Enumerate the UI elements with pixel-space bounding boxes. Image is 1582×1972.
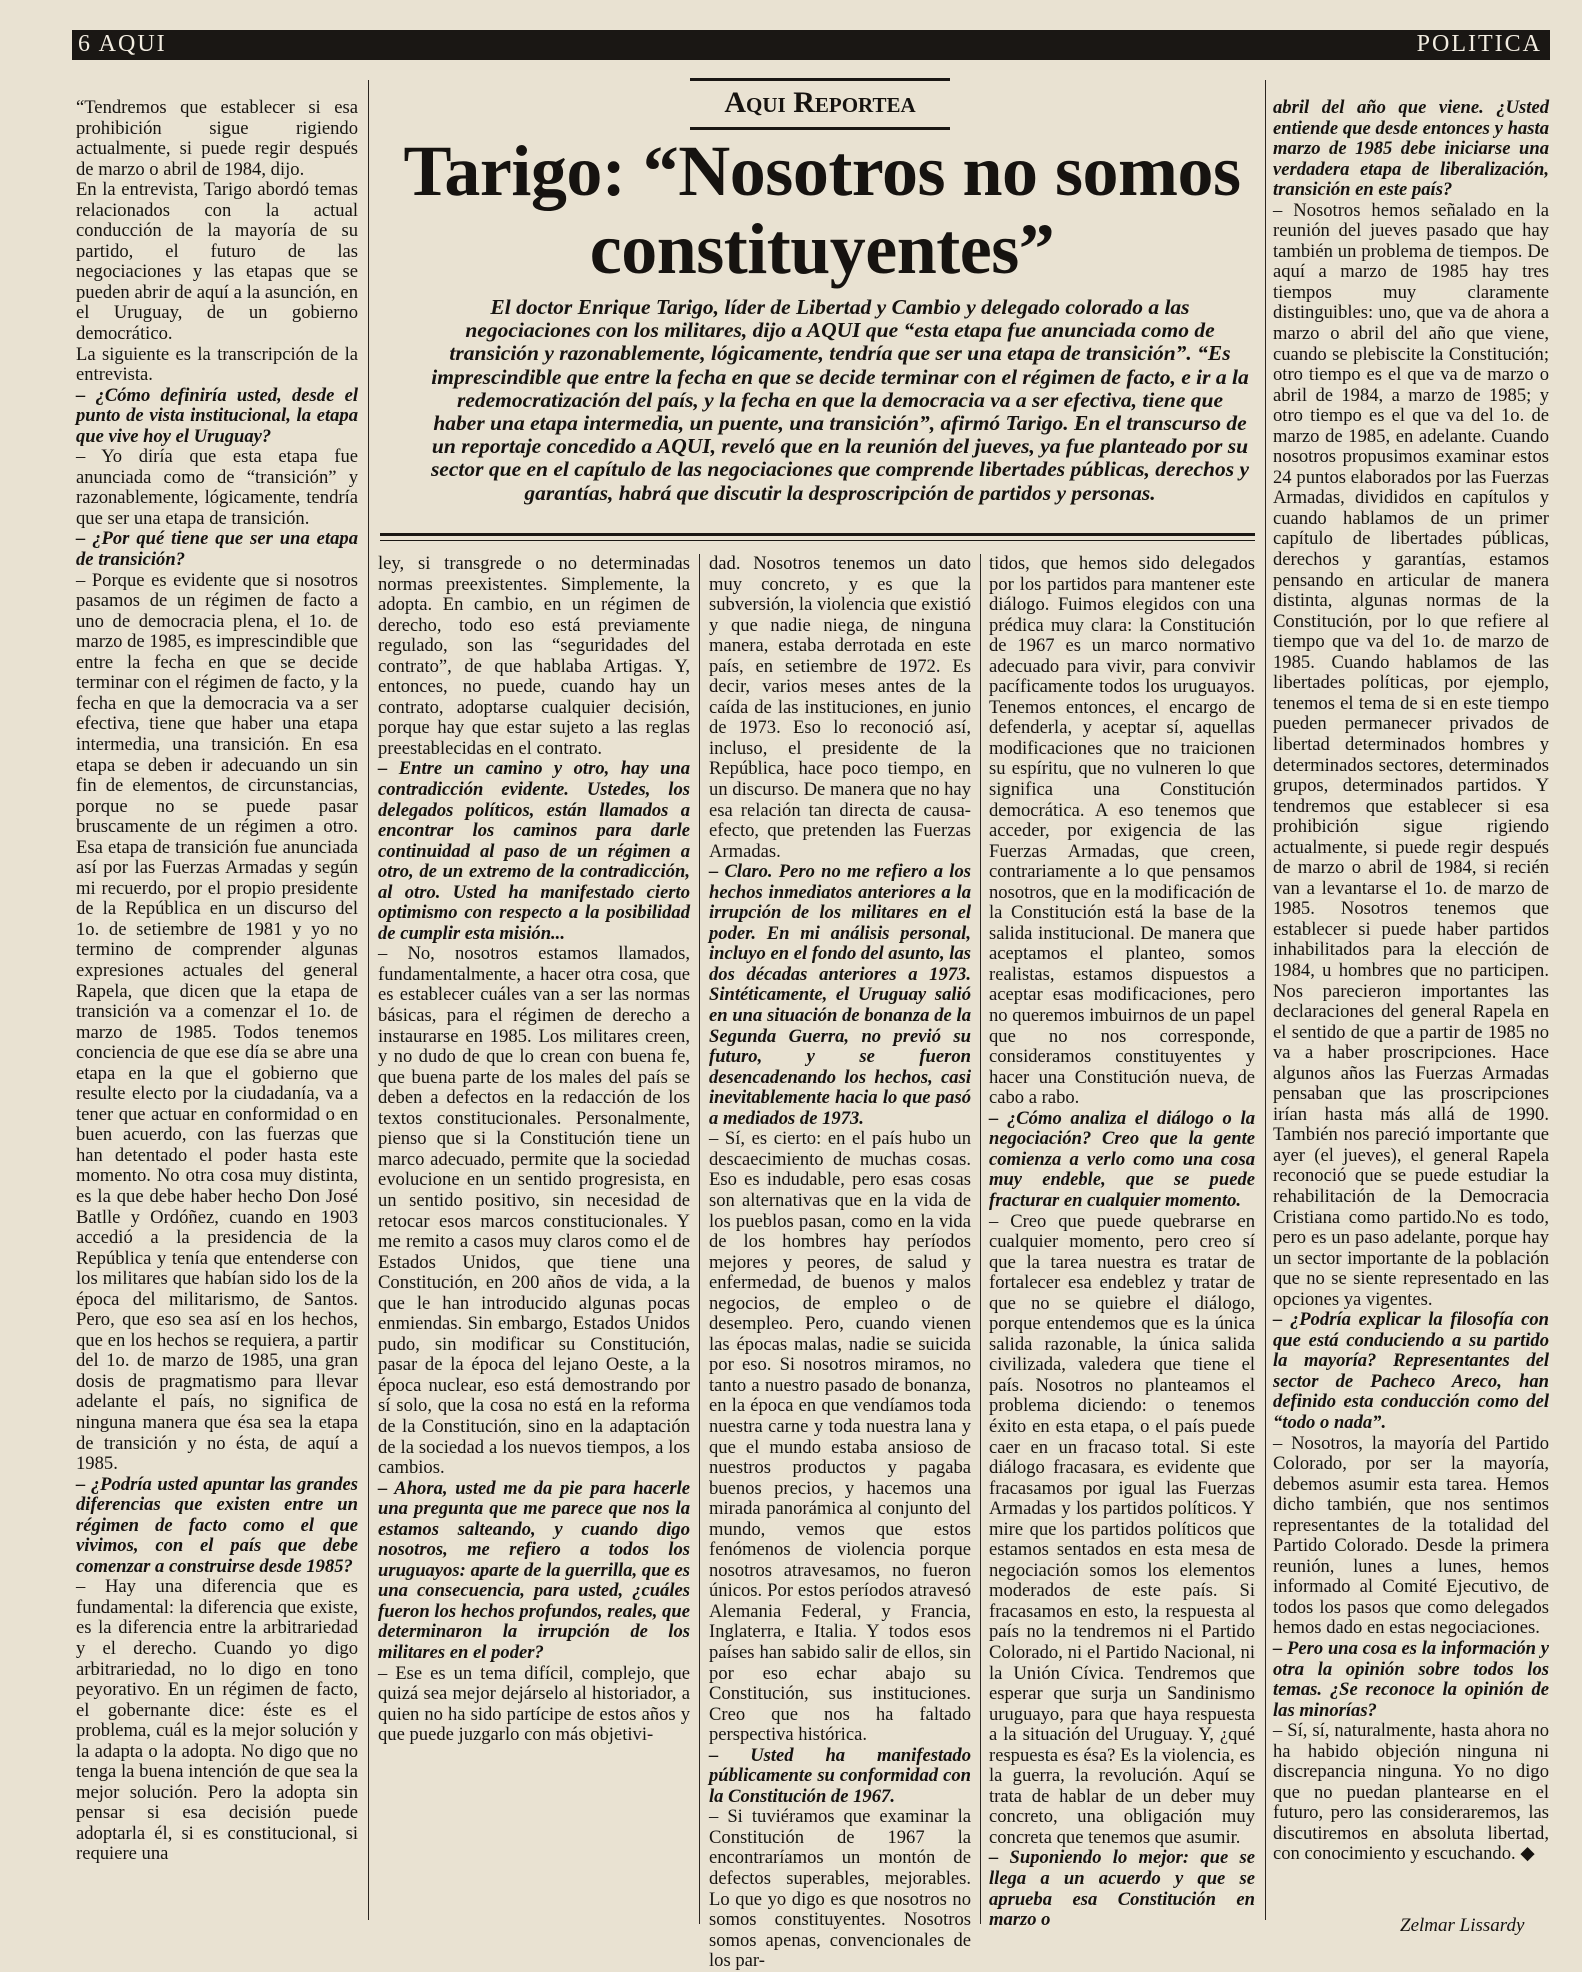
question-paragraph: – Ahora, usted me da pie para hacerle una pregunta que me parece que nos la estamos salteando, y cuando digo nosotros, me refiero a todos los uruguayos: aparte de la guerrilla, que es una consecuencia, para usted, ¿cuáles fueron los hechos profundos, reales, que determinaron la irrupción de los militares en el poder?	[378, 1477, 690, 1663]
answer-paragraph: – Sí, es cierto: en el país hubo un descaecimiento de muchas cosas. Eso es indudable, pero esas cosas son alternativas que en la vida de los pueblos pasan, como en la vida de los hombres hay períodos mejores y peores, de salud y enfermedad, de buenos y malos negocios, de empleo o de desempleo. Pero, cuando vienen las épocas malas, nadie se suicida por eso. Si nosotros miramos, no tanto a nuestro pasado de bonanza, en la época en que vendíamos toda nuestra carne y toda nuestra lana y que el mundo estaba ansioso de nuestros productos y pagaba buenos precios, y hacemos una mirada panorámica al conjunto del mundo, vemos que estos fenómenos de violencia porque nosotros atravesamos, no fueron únicos. Por estos períodos atravesó Alemania Federal, y Francia, Inglaterra, e Italia. Y todos esos países han sabido salir de ellos, sin por eso echar abajo su Constitución, sus instituciones. Creo que nos ha faltado perspectiva histórica.	[709, 1128, 971, 1746]
headline-rule	[380, 533, 1255, 536]
question-paragraph: – Entre un camino y otro, hay una contradicción evidente. Ustedes, los delegados políticos, están llamados a encontrar los caminos para darle continuidad al paso de un régimen a otro, de un extremo de la contradicción, al otro. Usted ha manifestado cierto optimismo con respecto a la posibilidad de cumplir esta misión...	[378, 758, 690, 944]
column-rule	[1265, 80, 1266, 1920]
answer-paragraph: – No, nosotros estamos llamados, fundamentalmente, a hacer otra cosa, que es establecer cuáles van a ser las normas básicas, para el régimen de derecho a instaurarse en 1985. Los militares creen, y no dudo de que lo crean con buena fe, que buena parte de los males del país se deben a defectos en la redacción de los textos constitucionales. Personalmente, pienso que si la Constitución tiene un marco adecuado, permite que la sociedad evolucione en un sentido progresista, en un sentido positivo, sin necesidad de retocar esos marcos constitucionales. Y me remito a casos muy claros como el de Estados Unidos, que tiene una Constitución, en 200 años de vida, a la que le han introducido algunas pocas enmiendas. Sin embargo, Estados Unidos pudo, sin modificar su Constitución, pasar de la época del lejano Oeste, a la época nuclear, eso está demostrando por sí solo, que la cosa no está en la reforma de la Constitución, sino en la adaptación de la sociedad a los nuevos tiempos, a los cambios.	[378, 943, 690, 1479]
answer-paragraph: – Creo que puede quebrarse en cualquier momento, pero creo sí que la tarea nuestra es tratar de fortalecer esa endeblez y tratar de que no se quiebre el diálogo, porque entendemos que es la única salida razonable, la única salida civilizada, valedera que tiene el país. Nosotros no planteamos el problema diciendo: o tenemos éxito en esta etapa, o el país puede caer en un fracaso total. Si este diálogo fracasara, es evidente que fracasamos por igual las Fuerzas Armadas y los partidos políticos. Y mire que los partidos políticos que estamos sentados en esta mesa de negociación somos los elementos moderados de este país. Si fracasamos en esto, la respuesta al país no la tendremos ni el Partido Colorado, ni el Partido Nacional, ni la Unión Cívica. Tendremos que esperar que surja un Sandinismo uruguayo, para que haya respuesta a la situación del Uruguay. Y, ¿qué respuesta es ésa? Es la violencia, es la guerra, la revolución. Aquí se trata de hablar de un deber muy concreto, una obligación muy concreta que tenemos que asumir.	[989, 1210, 1255, 1848]
header-bar	[72, 30, 1550, 60]
answer-paragraph: ley, si transgrede o no determinadas normas preexistentes. Simplemente, la adopta. En cambio, en un régimen de derecho, todo eso está previamente regulado, son las “seguridades del contrato”, de que hablaba Artigas. Y, entonces, no puede, cuando hay un contrato, adoptarse cualquier decisión, porque hay que estar sujeto a las reglas preestablecidas en el contrato.	[378, 553, 690, 759]
answer-paragraph: – Nosotros hemos señalado en la reunión del jueves pasado que hay también un problema de tiempos. De aquí a marzo de 1985 hay tres tiempos muy claramente distinguibles: uno, que va de ahora a marzo o abril del año que viene, cuando se plebiscite la Constitución; otro tiempo es el que va de marzo o abril de 1984, a marzo de 1985; y otro tiempo es el que va del 1o. de marzo de 1985, en adelante. Cuando nosotros propusimos examinar estos 24 puntos elaborados por las Fuerzas Armadas, divididos en capítulos y cuando hablamos de un primer capítulo de libertades públicas, derechos y garantías, estamos pensando en articular de manera distinta, algunas normas de la Constitución, por lo que refiere al tiempo que va del 1o. de marzo de 1985. Cuando hablamos de las libertades políticas, por ejemplo, tenemos el tema de si en este tiempo pueden permanecer privados de libertad determinados hombres y determinados sectores, determinados grupos, determinados partidos. Y tendremos que establecer si esa prohibición sigue rigiendo actualmente, si puede regir después de marzo o abril de 1984, si recién van a levantarse el 1o. de marzo de 1985. Nosotros tenemos que establecer si puede haber partidos inhabilitados para la elección de 1984, u hombres que no participen. Nos parecieron importantes las declaraciones del general Rapela en el sentido de que a partir de 1985 no va a haber proscripciones. Hace algunos años las Fuerzas Armadas pensaban que las proscripciones irían hasta más allá de 1990. También nos pareció importante que ayer (el jueves), el general Rapela reconoció que se puede estudiar la rehabilitación de la Democracia Cristiana como partido.No es todo, pero es un paso adelante, porque hay un sector importante de la población que no se siente representado en las opciones ya vigentes.	[1273, 199, 1549, 1310]
headline: Tarigo: “Nosotros no somos constituyentes”	[403, 131, 1241, 289]
column-1	[76, 98, 358, 1918]
kicker: Aqui Reportea	[690, 78, 950, 130]
question-paragraph: – Usted ha manifestado públicamente su conformidad con la Constitución de 1967.	[709, 1744, 971, 1807]
answer-paragraph: – Nosotros, la mayoría del Partido Colorado, por ser la mayoría, debemos asumir esta tarea. Hemos dicho también, que nos sentimos representantes de la totalidad del Partido Colorado. Desde la primera reunión, lunes a lunes, hemos informado al Comité Ejecutivo, de todos los pasos que como delegados hemos dado en estas negociaciones.	[1273, 1432, 1549, 1639]
question-paragraph: – ¿Podría explicar la filosofía con que está conduciendo a su partido la mayoría? Representantes del sector de Pacheco Areco, han definido esta conducción como del “todo o nada”.	[1273, 1309, 1549, 1433]
answer-paragraph: – Ese es un tema difícil, complejo, que quizá sea mejor dejárselo al historiador, a quien no ha sido partícipe de estos años y que puede juzgarlo con más objetivi-	[378, 1662, 690, 1746]
answer-paragraph: tidos, que hemos sido delegados por los partidos para mantener este diálogo. Fuimos elegidos con una prédica muy clara: la Constitución de 1967 es un marco normativo adecuado para vivir, para convivir pacíficamente todos los uruguayos. Tenemos entonces, el encargo de defenderla, y aceptar sí, aquellas modificaciones que no traicionen su espíritu, que no vulneren lo que significa una Constitución democrática. A eso tenemos que acceder, por exigencia de las Fuerzas Armadas, que creen, contrariamente a lo que pensamos nosotros, que en la modificación de la Constitución está la base de la salida institucional. De manera que aceptamos el planteo, somos realistas, estamos dispuestos a aceptar esas modificaciones, pero no queremos imbuirnos de un papel que no nos corresponde, consideramos constituyentes y hacer una Constitución nueva, de cabo a rabo.	[989, 553, 1255, 1109]
deck: El doctor Enrique Tarigo, líder de Libertad y Cambio y delegado colorado a las negociaciones con los militares, dijo a AQUI que “esta etapa fue anunciada como de transición y razonablemente, lógicamente, tendría que ser una etapa de transición”. “Es imprescindible que entre la fecha en que se decide terminar con el régimen de facto, e ir a la redemocratización del país, y la fecha en que la democracia va a ser efectiva, tiene que haber una etapa intermedia, un puente, una transición”, afirmó Tarigo. En el transcurso de un reportaje concedido a AQUI, reveló que en la reunión del jueves, ya fue planteado por su sector que en el capítulo de las negociaciones que comprende libertades públicas, derechos y garantías, habrá que discutir la desproscripción de partidos y personas.	[430, 295, 1250, 505]
answer-paragraph: – Sí, sí, naturalmente, hasta ahora no ha habido objeción ninguna ni discrepancia ninguna. Yo no digo que no puedan plantearse en el futuro, pero las consideraremos, las discutiremos en absoluta libertad, con conocimiento y escuchando. ◆	[1273, 1720, 1549, 1865]
column-2	[378, 554, 690, 1926]
column-rule	[699, 554, 700, 1924]
question-paragraph: – ¿Cómo definiría usted, desde el punto de vista institucional, la etapa que vive hoy el Uruguay?	[76, 384, 358, 447]
section-label: POLITICA	[1416, 31, 1542, 57]
question-paragraph: – ¿Por qué tiene que ser una etapa de transición?	[76, 528, 358, 571]
headline-rule-thin	[380, 540, 1255, 541]
answer-paragraph: La siguiente es la transcripción de la entrevista.	[76, 343, 358, 386]
byline: Zelmar Lissardy	[1400, 1915, 1525, 1936]
question-paragraph: – ¿Podría usted apuntar las grandes diferencias que existen entre un régimen de facto como el que vivimos, con el país que debe comenzar a construirse desde 1985?	[76, 1473, 358, 1577]
answer-paragraph: – Hay una diferencia que es fundamental: la diferencia que existe, es la diferencia entre la arbitrariedad y el derecho. Cuando yo digo arbitrariedad, no lo digo en tono peyorativo. En un régimen de facto, el gobernante dice: éste es el problema, cuál es la mejor solución y la adapta o la adopta. No digo que no tenga la buena intención de que sea la mejor solución. Pero la adopta sin pensar si esa decisión puede adoptarla él, si es constitucional, si requiere una	[76, 1576, 358, 1865]
question-paragraph: – Claro. Pero no me refiero a los hechos inmediatos anteriores a la irrupción de los militares en el poder. En mi análisis personal, incluyo en el fondo del asunto, las dos décadas anteriores a 1973. Sintéticamente, el Uruguay salió en una situación de bonanza de la Segunda Guerra, no previó su futuro, y se fueron desencadenando los hechos, casi inevitablemente hacia lo que pasó a mediados de 1973.	[709, 861, 971, 1129]
column-3	[709, 553, 971, 1972]
answer-paragraph: – Si tuviéramos que examinar la Constitución de 1967 la encontraríamos un montón de defectos superables, mejorables. Lo que yo digo es que nosotros no somos constituyentes. Nosotros somos apenas, convencionales de los par-	[709, 1806, 971, 1972]
page-number: 6 AQUI	[78, 31, 167, 57]
column-rule	[368, 80, 369, 1920]
column-rule	[980, 554, 981, 1924]
question-paragraph: – Pero una cosa es la información y otra la opinión sobre todos los temas. ¿Se reconoce la opinión de las minorías?	[1273, 1638, 1549, 1721]
answer-paragraph: – Yo diría que esta etapa fue anunciada como de “transición” y razonablemente, lógicamente, tendría que ser una etapa de transición.	[76, 446, 358, 529]
answer-paragraph: – Porque es evidente que si nosotros pasamos de un régimen de facto a uno de democracia plena, el 1o. de marzo de 1985, es imprescindible que entre la fecha en que se decide terminar con el régimen de facto, y la fecha en que la democracia va a ser efectiva, tiene que haber una etapa intermedia, una transición. En esa etapa se deben ir adecuando un sin fin de elementos, de circunstancias, porque no se puede pasar bruscamente de un régimen a otro. Esa etapa de transición fue anunciada así por las Fuerzas Armadas y según mi recuerdo, por el propio presidente de la República en un discurso del 1o. de setiembre de 1981 y yo no termino de comprender algunas expresiones actuales del general Rapela, que dicen que la etapa de transición va a comenzar el 1o. de marzo de 1985. Todos tenemos conciencia de que ese día se abre una etapa en la que el gobierno que resulte electo por la ciudadanía, va a tener que actuar en conformidad o en buen acuerdo, con las fuerzas que han detentado el poder hasta este momento. No otra cosa muy distinta, es la que debe haber hecho Don José Batlle y Ordóñez, cuando en 1903 accedió a la presidencia de la República y tenía que entenderse con los militares que habían sido los de la época del militarismo, de Santos. Pero, que eso sea así en los hechos, que en los hechos se requiera, a partir del 1o. de marzo de 1985, una gran dosis de pragmatismo para llevar adelante el país, no significa de ninguna manera que ésa sea la etapa de transición y no ésta, de aquí a 1985.	[76, 569, 358, 1475]
column-4	[989, 553, 1255, 1931]
question-paragraph: – ¿Cómo analiza el diálogo o la negociación? Creo que la gente comienza a verlo como una cosa muy endeble, que se puede fracturar en cualquier momento.	[989, 1107, 1255, 1211]
column-5	[1273, 98, 1549, 1912]
question-paragraph: – Suponiendo lo mejor: que se llega a un acuerdo y que se aprueba esa Constitución en marzo o	[989, 1847, 1255, 1931]
answer-paragraph: dad. Nosotros tenemos un dato muy concreto, y es que la subversión, la violencia que existió y que nadie niega, de ninguna manera, estaba derrotada en este país, en setiembre de 1972. Es decir, varios meses antes de la caída de las instituciones, en junio de 1973. Eso lo reconoció así, incluso, el presidente de la República, hace poco tiempo, en un discurso. De manera que no hay esa relación tan directa de causa-efecto, que pretenden las Fuerzas Armadas.	[709, 553, 971, 862]
question-paragraph: abril del año que viene. ¿Usted entiende que desde entonces y hasta marzo de 1985 debe iniciarse una verdadera etapa de liberalización, transición en este país?	[1273, 97, 1549, 201]
answer-paragraph: “Tendremos que establecer si esa prohibición sigue rigiendo actualmente, si puede regir después de marzo o abril de 1984, dijo.	[76, 97, 358, 180]
answer-paragraph: En la entrevista, Tarigo abordó temas relacionados con la actual conducción de la mayoría de su partido, el futuro de las negociaciones y las etapas que se pueden abrir de aquí a la asunción, en el Uruguay, de un gobierno democrático.	[76, 179, 358, 345]
